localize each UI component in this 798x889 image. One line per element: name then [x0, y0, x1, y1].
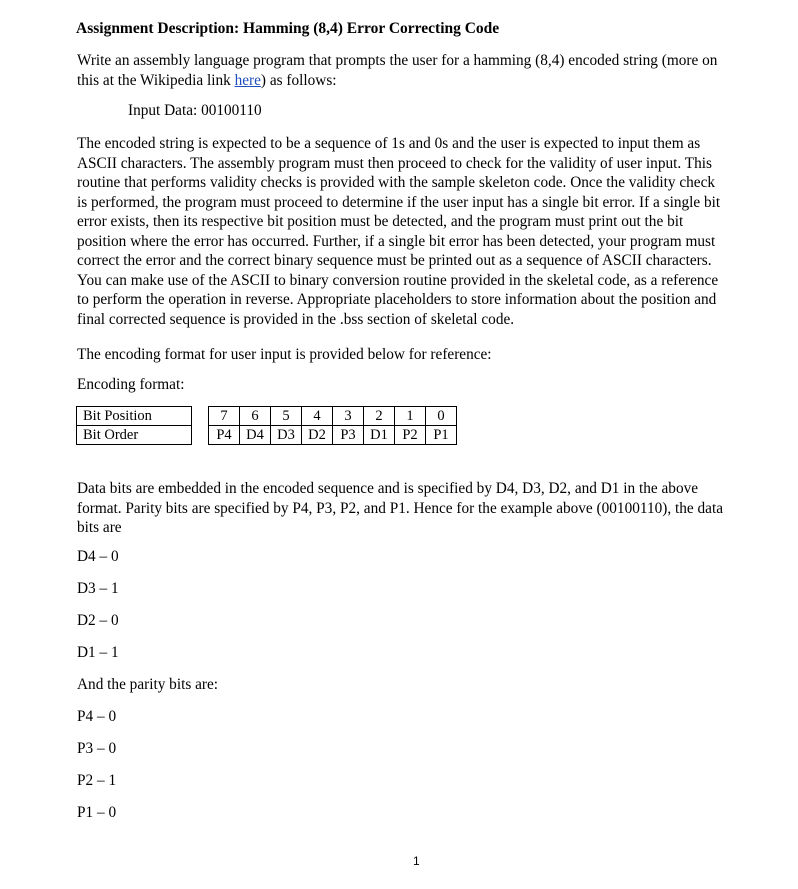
bit-position-cell: 4 — [302, 407, 333, 426]
bit-order-cell: D2 — [302, 426, 333, 445]
bit-position-cell: 1 — [395, 407, 426, 426]
bit-order-header: Bit Order — [77, 426, 192, 445]
encoding-format-label: Encoding format: — [77, 376, 185, 393]
data-para-line: format. Parity bits are specified by P4, P3, P2, and P1. Hence for the example above (00100110), the data — [77, 499, 723, 517]
intro-line-1: Write an assembly language program that prompts the user for a hamming (8,4) encoded string (more on — [77, 52, 718, 69]
page-number: 1 — [413, 854, 420, 868]
description-line: is performed, the program must proceed to determine if the user input has a single bit error. If a single bit — [77, 193, 721, 211]
data-para-line: Data bits are embedded in the encoded sequence and is specified by D4, D3, D2, and D1 in the above — [77, 480, 699, 497]
encoding-format-table — [76, 406, 457, 445]
bit-order-cell: D1 — [364, 426, 395, 445]
description-line: position where the error has occurred. Further, if a single bit error has been detected, your program must — [77, 232, 716, 250]
bit-order-cell: P3 — [333, 426, 364, 445]
bit-order-cell: D4 — [240, 426, 271, 445]
bit-position-cell: 3 — [333, 407, 364, 426]
bit-position-cell: 2 — [364, 407, 395, 426]
assignment-title: Assignment Description: Hamming (8,4) Error Correcting Code — [76, 20, 500, 37]
table-gap — [192, 426, 209, 445]
bit-position-cell: 6 — [240, 407, 271, 426]
encoding-intro: The encoding format for user input is provided below for reference: — [77, 346, 492, 363]
description-line: routine that performs validity checks is provided with the sample skeleton code. Once the validity check — [77, 174, 716, 191]
data-bit-d4: D4 – 0 — [77, 548, 119, 565]
description-line: to perform the operation in reverse. Appropriate placeholders to store information about the position and — [77, 291, 717, 308]
parity-bit-p3: P3 – 0 — [77, 740, 117, 757]
description-paragraph — [77, 134, 763, 329]
bit-position-cell: 7 — [209, 407, 240, 426]
description-line: The encoded string is expected to be a sequence of 1s and 0s and the user is expected to input them as — [77, 135, 701, 152]
parity-bit-p2: P2 – 1 — [77, 772, 117, 789]
bit-order-row — [77, 426, 457, 445]
parity-bit-p1: P1 – 0 — [77, 804, 117, 821]
bit-position-row — [77, 407, 457, 426]
parity-bit-p4: P4 – 0 — [77, 708, 117, 725]
data-bit-d3: D3 – 1 — [77, 580, 119, 597]
bit-order-cell: D3 — [271, 426, 302, 445]
description-line: error exists, then its respective bit position must be detected, and the program must print out the bit — [77, 213, 684, 230]
description-line: ASCII characters. The assembly program must then proceed to check for the validity of user input. This — [77, 154, 712, 172]
table-gap — [192, 407, 209, 426]
intro-paragraph — [77, 51, 757, 90]
description-line: You can make use of the ASCII to binary conversion routine provided in the skeletal code, as a reference — [77, 271, 719, 289]
wikipedia-link[interactable]: here — [234, 71, 261, 89]
bit-position-cell: 5 — [271, 407, 302, 426]
description-line: correct the error and the correct binary sequence must be printed out as a sequence of ASCII characters. — [77, 252, 712, 269]
bit-order-cell: P1 — [426, 426, 457, 445]
bit-position-header: Bit Position — [77, 407, 192, 426]
intro-line-2-end: ) as follows: — [260, 71, 337, 89]
data-bit-d2: D2 – 0 — [77, 612, 119, 629]
bit-order-cell: P4 — [209, 426, 240, 445]
description-line: final corrected sequence is provided in the .bss section of skeletal code. — [77, 310, 515, 328]
parity-intro: And the parity bits are: — [77, 676, 219, 693]
data-bit-d1: D1 – 1 — [77, 644, 119, 661]
data-para-line: bits are — [77, 519, 122, 536]
bit-position-cell: 0 — [426, 407, 457, 426]
intro-line-2 — [77, 71, 757, 91]
input-data-example: Input Data: 00100110 — [128, 102, 262, 119]
bit-order-cell: P2 — [395, 426, 426, 445]
data-bits-paragraph — [77, 479, 767, 538]
intro-line-2-start: this at the Wikipedia link — [77, 71, 235, 89]
